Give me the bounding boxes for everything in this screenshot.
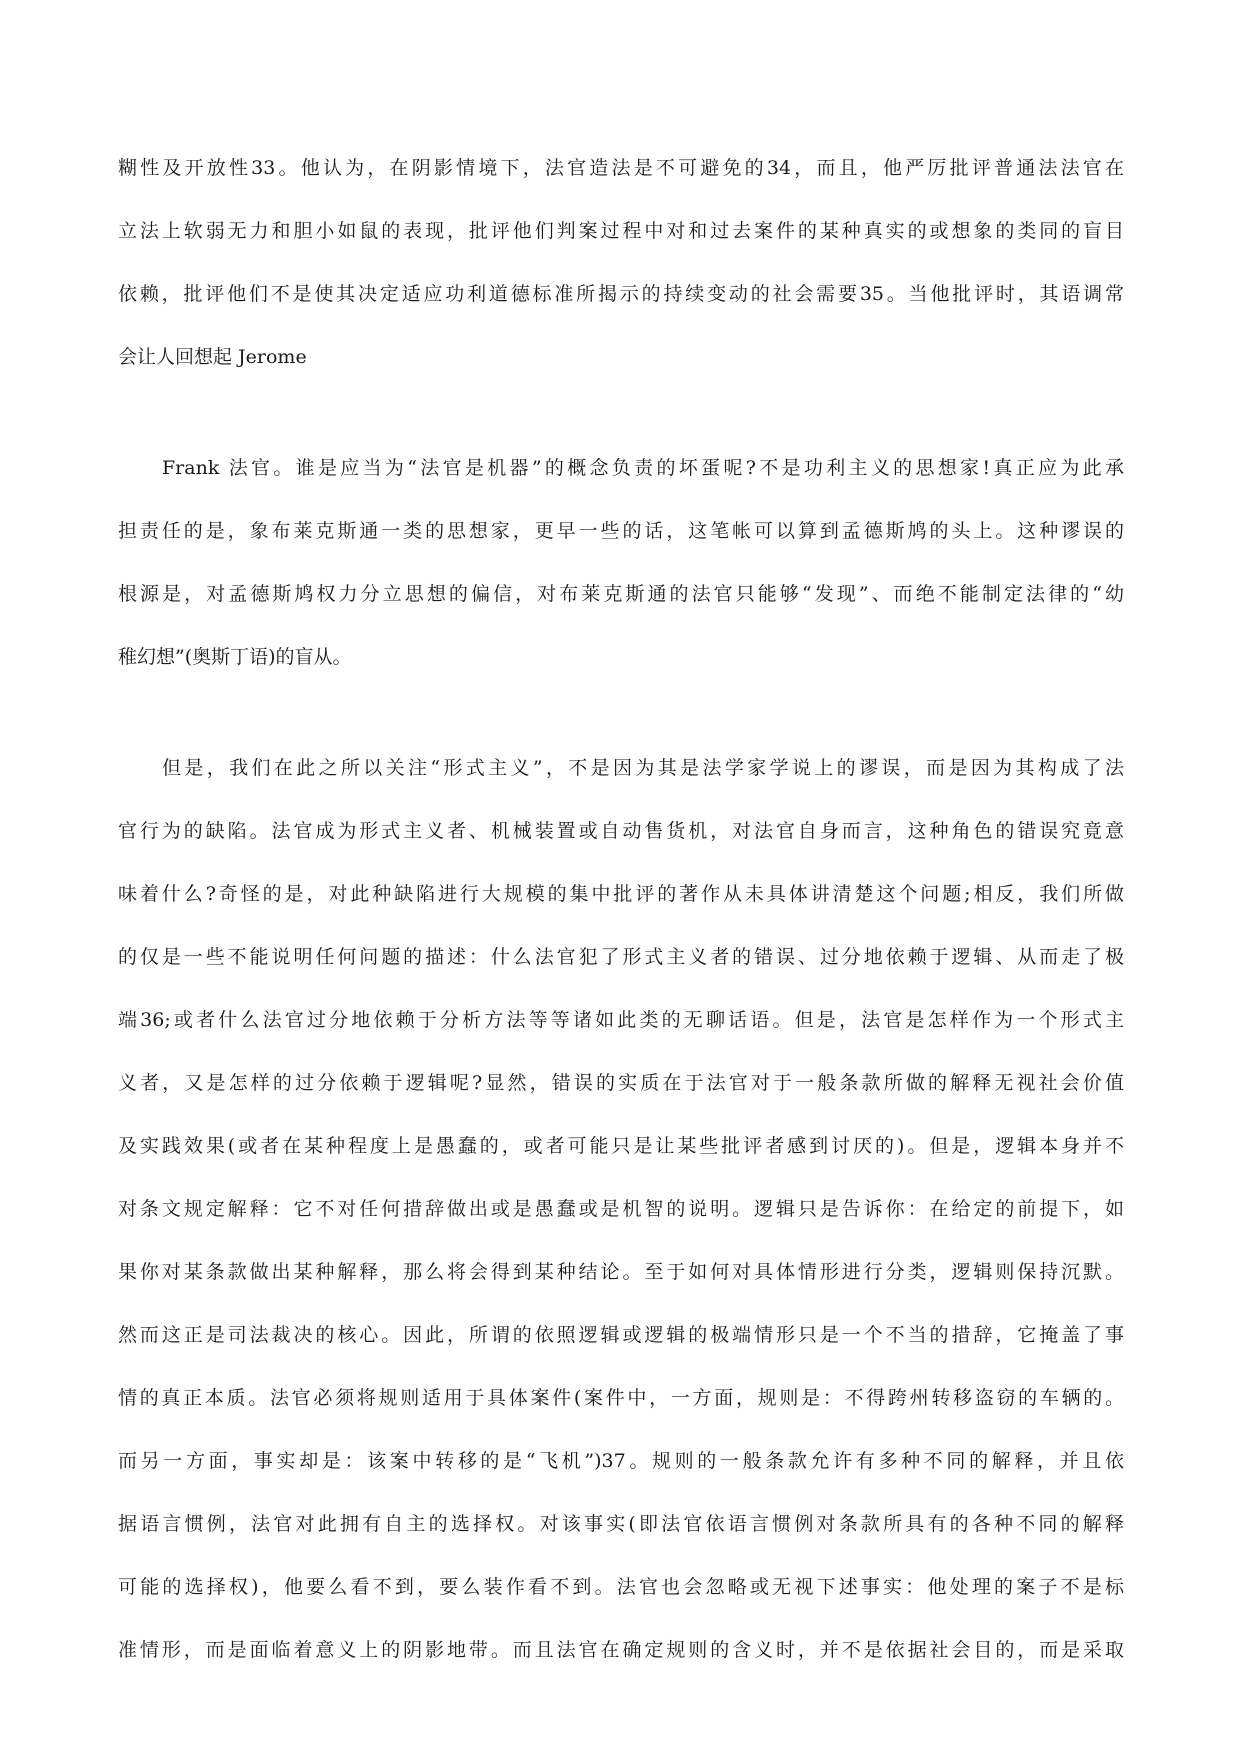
paragraph-2 xyxy=(118,437,1124,689)
text-line: 味着什么?奇怪的是，对此种缺陷进行大规模的集中批评的著作从未具体讲清楚这个问题;相反，我们所做 xyxy=(118,883,1124,905)
text-line: 义者，又是怎样的过分依赖于逻辑呢?显然，错误的实质在于法官对于一般条款所做的解释无视社会价值 xyxy=(118,1072,1124,1094)
paragraph-spacer xyxy=(118,689,1124,737)
text-line: 的仅是一些不能说明任何问题的描述：什么法官犯了形式主义者的错误、过分地依赖于逻辑、从而走了极 xyxy=(118,946,1124,968)
text-line: 可能的选择权)，他要么看不到，要么装作看不到。法官也会忽略或无视下述事实：他处理的案子不是标 xyxy=(118,1576,1124,1598)
text-line: 及实践效果(或者在某种程度上是愚蠢的，或者可能只是让某些批评者感到讨厌的)。但是，逻辑本身并不 xyxy=(118,1135,1124,1157)
text-line: 会让人回想起 Jerome xyxy=(118,346,307,368)
text-line: 依赖，批评他们不是使其决定适应功利道德标准所揭示的持续变动的社会需要35。当他批评时，其语调常 xyxy=(118,283,1124,305)
document-body xyxy=(118,137,1124,1682)
text-line: 担责任的是，象布莱克斯通一类的思想家，更早一些的话，这笔帐可以算到孟德斯鸠的头上。这种谬误的 xyxy=(118,520,1124,542)
text-line: 果你对某条款做出某种解释，那么将会得到某种结论。至于如何对具体情形进行分类，逻辑则保持沉默。 xyxy=(118,1261,1124,1283)
paragraph-1 xyxy=(118,137,1124,389)
paragraph-3 xyxy=(118,737,1124,1682)
text-line: 官行为的缺陷。法官成为形式主义者、机械装置或自动售货机，对法官自身而言，这种角色的错误究竟意 xyxy=(118,820,1124,842)
text-line: 但是，我们在此之所以关注“形式主义”，不是因为其是法学家学说上的谬误，而是因为其构成了法 xyxy=(162,757,1124,779)
text-line: 情的真正本质。法官必须将规则适用于具体案件(案件中，一方面，规则是：不得跨州转移盗窃的车辆的。 xyxy=(118,1387,1124,1409)
text-line: Frank 法官。谁是应当为“法官是机器”的概念负责的坏蛋呢?不是功利主义的思想家!真正应为此承 xyxy=(162,457,1124,479)
text-line: 对条文规定解释：它不对任何措辞做出或是愚蠢或是机智的说明。逻辑只是告诉你：在给定的前提下，如 xyxy=(118,1198,1124,1220)
text-line: 稚幻想”(奥斯丁语)的盲从。 xyxy=(118,646,352,668)
text-line: 立法上软弱无力和胆小如鼠的表现，批评他们判案过程中对和过去案件的某种真实的或想象的类同的盲目 xyxy=(118,220,1124,242)
text-line: 据语言惯例，法官对此拥有自主的选择权。对该事实(即法官依语言惯例对条款所具有的各种不同的解释 xyxy=(118,1513,1124,1535)
text-line: 然而这正是司法裁决的核心。因此，所谓的依照逻辑或逻辑的极端情形只是一个不当的措辞，它掩盖了事 xyxy=(118,1324,1124,1346)
text-line: 端36;或者什么法官过分地依赖于分析方法等等诸如此类的无聊话语。但是，法官是怎样作为一个形式主 xyxy=(118,1009,1124,1031)
paragraph-spacer xyxy=(118,389,1124,437)
text-line: 而另一方面，事实却是：该案中转移的是“飞机”)37。规则的一般条款允许有多种不同的解释，并且依 xyxy=(118,1450,1124,1472)
text-line: 糊性及开放性33。他认为，在阴影情境下，法官造法是不可避免的34，而且，他严厉批评普通法法官在 xyxy=(118,157,1124,179)
text-line: 准情形，而是面临着意义上的阴影地带。而且法官在确定规则的含义时，并不是依据社会目的，而是采取 xyxy=(118,1639,1124,1661)
text-line: 根源是，对孟德斯鸠权力分立思想的偏信，对布莱克斯通的法官只能够“发现”、而绝不能制定法律的“幼 xyxy=(118,583,1124,605)
